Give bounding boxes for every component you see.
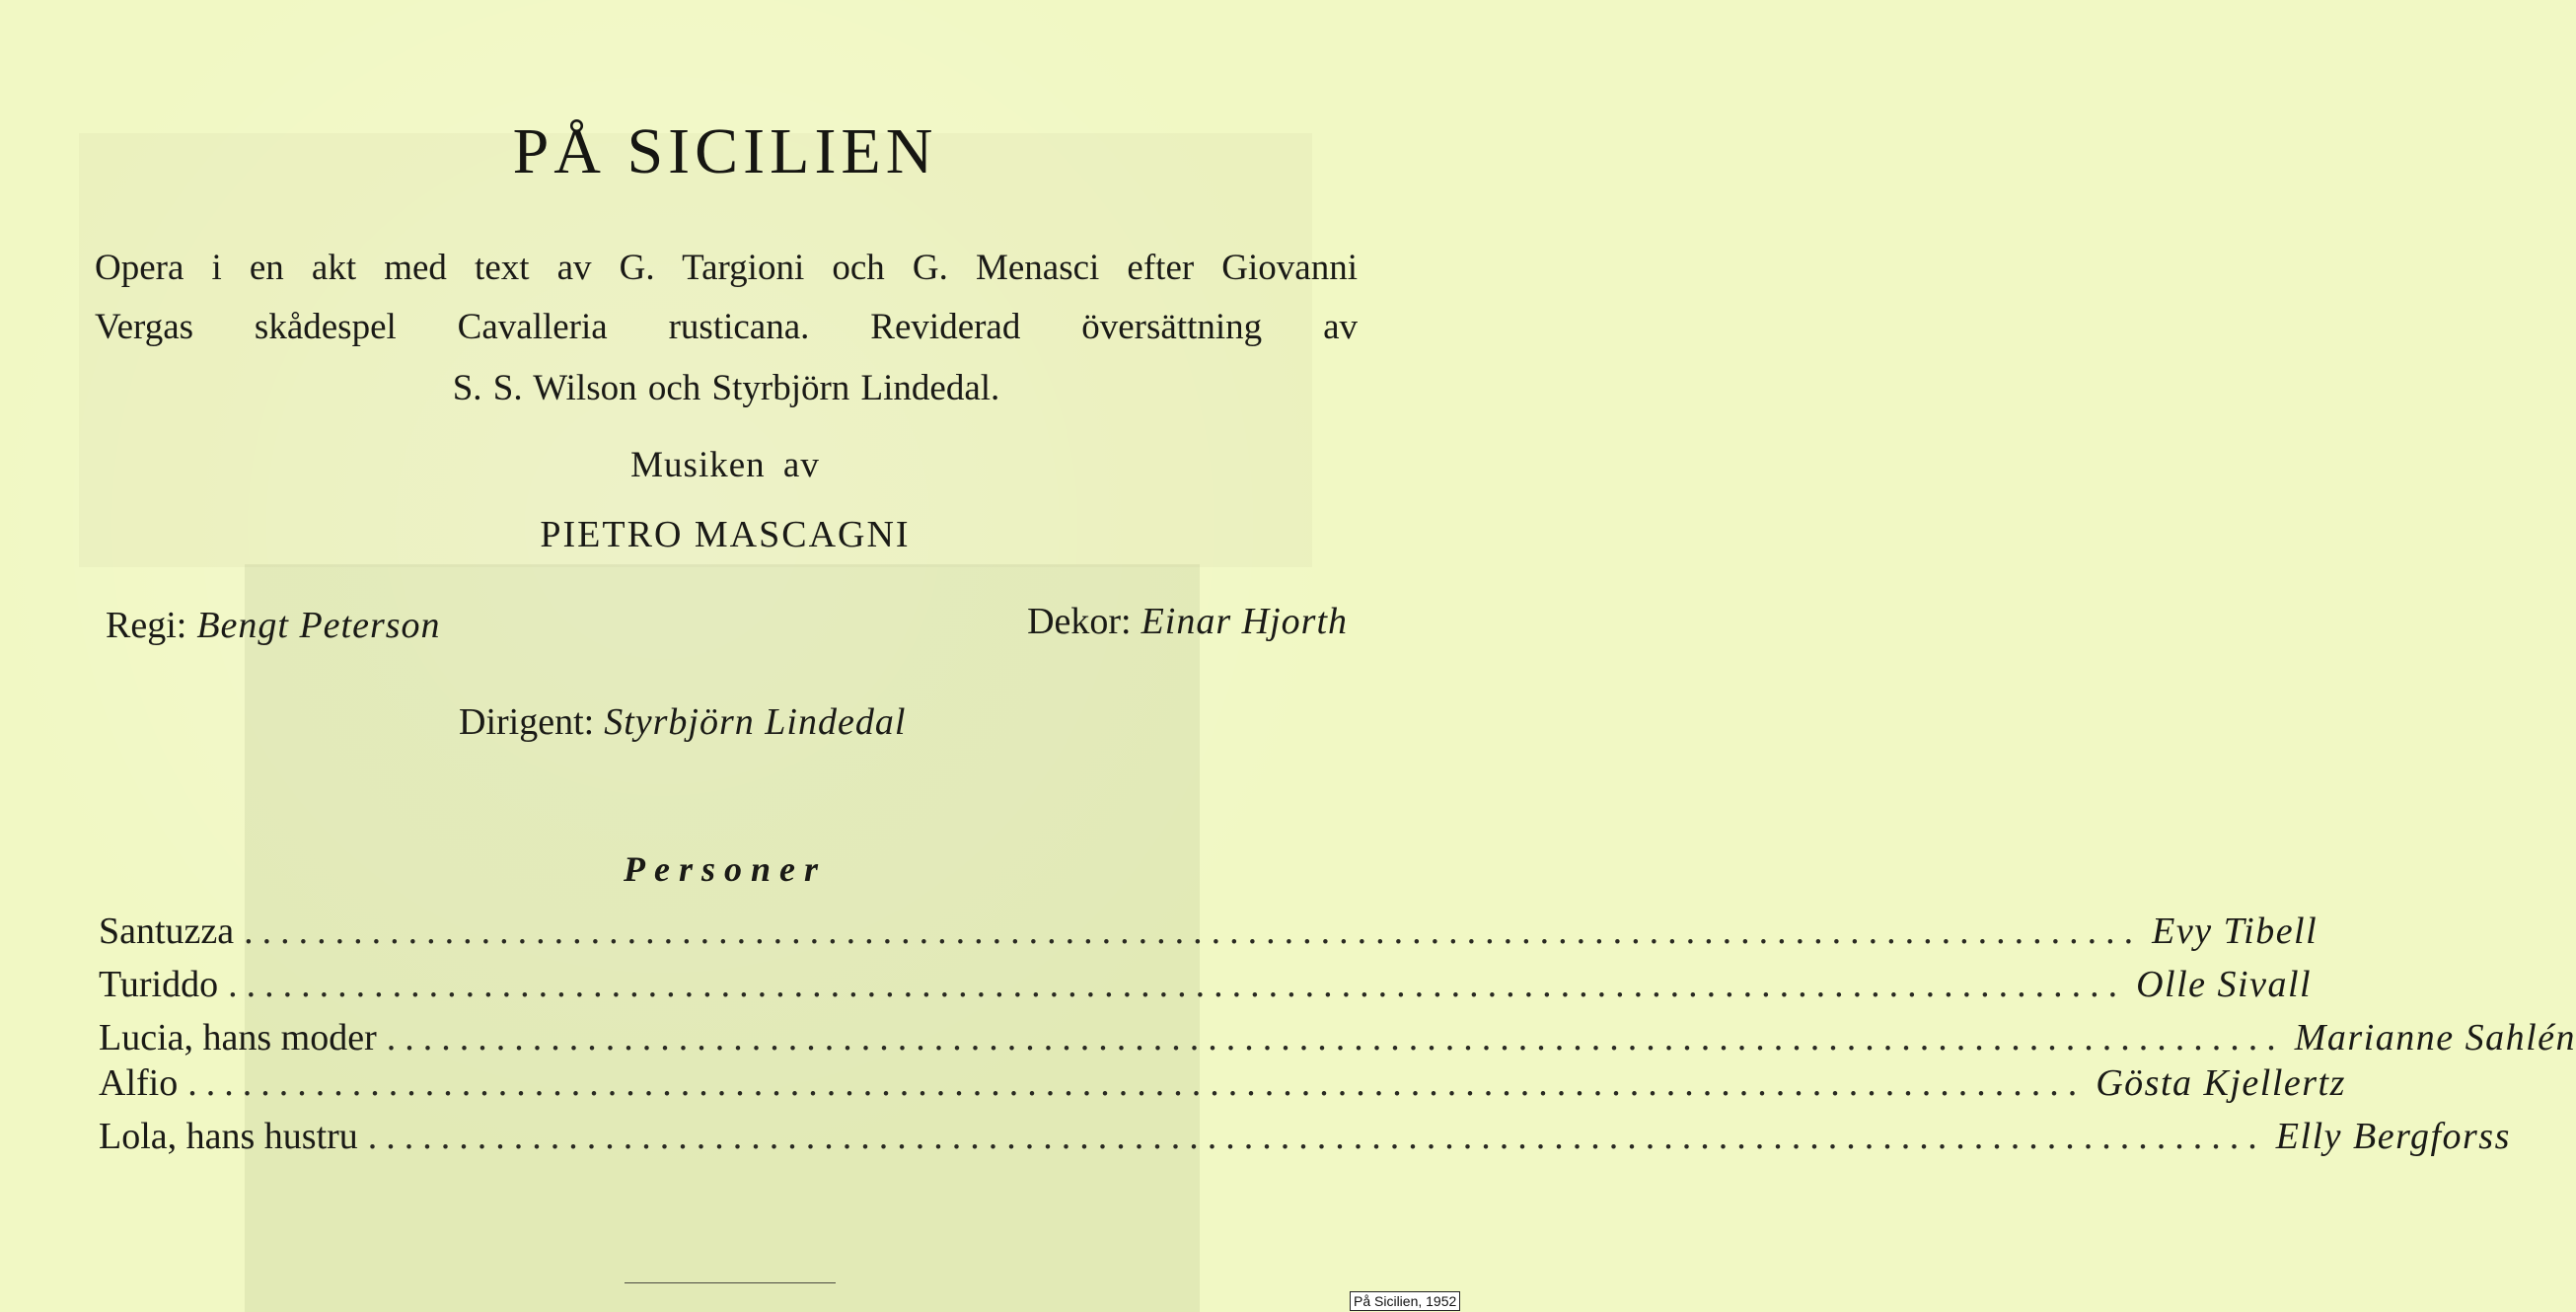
leader-dots: ........................................................................................................ — [228, 964, 2127, 1005]
credit-dirigent-role: Dirigent: — [459, 701, 595, 743]
credit-regi-name: Bengt Peterson — [196, 605, 441, 646]
cast-role: Lola, hans hustru — [99, 1116, 358, 1157]
subtitle-line-3: S. S. Wilson och Styrbjörn Lindedal. — [452, 368, 1000, 408]
leader-dots: ........................................................................................................ — [187, 1062, 2087, 1104]
credit-dirigent — [459, 700, 906, 744]
cast-row — [99, 910, 2318, 953]
cast-actor: Gösta Kjellertz — [2096, 1062, 2346, 1104]
cast-role: Alfio — [99, 1062, 179, 1104]
subtitle-line-1: Opera i en akt med text av G. Targioni och G. Menasci efter Giovanni — [95, 248, 1358, 288]
credit-dekor-role: Dekor: — [1027, 601, 1132, 642]
music-by-label: Musiken av — [630, 445, 820, 485]
cast-actor: Olle Sivall — [2136, 964, 2313, 1005]
cast-row — [99, 1115, 2511, 1158]
leader-dots: ........................................................................................................ — [244, 911, 2143, 952]
cast-role: Santuzza — [99, 911, 235, 952]
cast-actor: Marianne Sahlén — [2294, 1017, 2576, 1058]
cast-row — [99, 1016, 2576, 1059]
subtitle-line-2: Vergas skådespel Cavalleria rusticana. Reviderad översättning av — [95, 307, 1358, 347]
credit-dekor-name: Einar Hjorth — [1141, 601, 1348, 642]
credit-dirigent-name: Styrbjörn Lindedal — [604, 701, 907, 743]
cast-row — [99, 963, 2313, 1006]
cast-heading: Personer — [624, 849, 827, 889]
cast-role: Lucia, hans moder — [99, 1017, 377, 1058]
leader-dots: ........................................................................................................ — [367, 1116, 2266, 1157]
page-title: PÅ SICILIEN — [512, 115, 938, 187]
credit-dekor — [1027, 600, 1348, 643]
cast-actor: Elly Bergforss — [2275, 1116, 2511, 1157]
cast-role: Turiddo — [99, 964, 219, 1005]
cast-actor: Evy Tibell — [2152, 911, 2318, 952]
credit-regi-role: Regi: — [106, 605, 187, 646]
image-caption: På Sicilien, 1952 — [1350, 1291, 1460, 1311]
credit-regi — [106, 604, 441, 647]
composer-name: PIETRO MASCAGNI — [540, 514, 911, 555]
leader-dots: ........................................................................................................ — [386, 1017, 2285, 1058]
cast-row — [99, 1061, 2346, 1105]
footer-rule — [625, 1282, 836, 1283]
